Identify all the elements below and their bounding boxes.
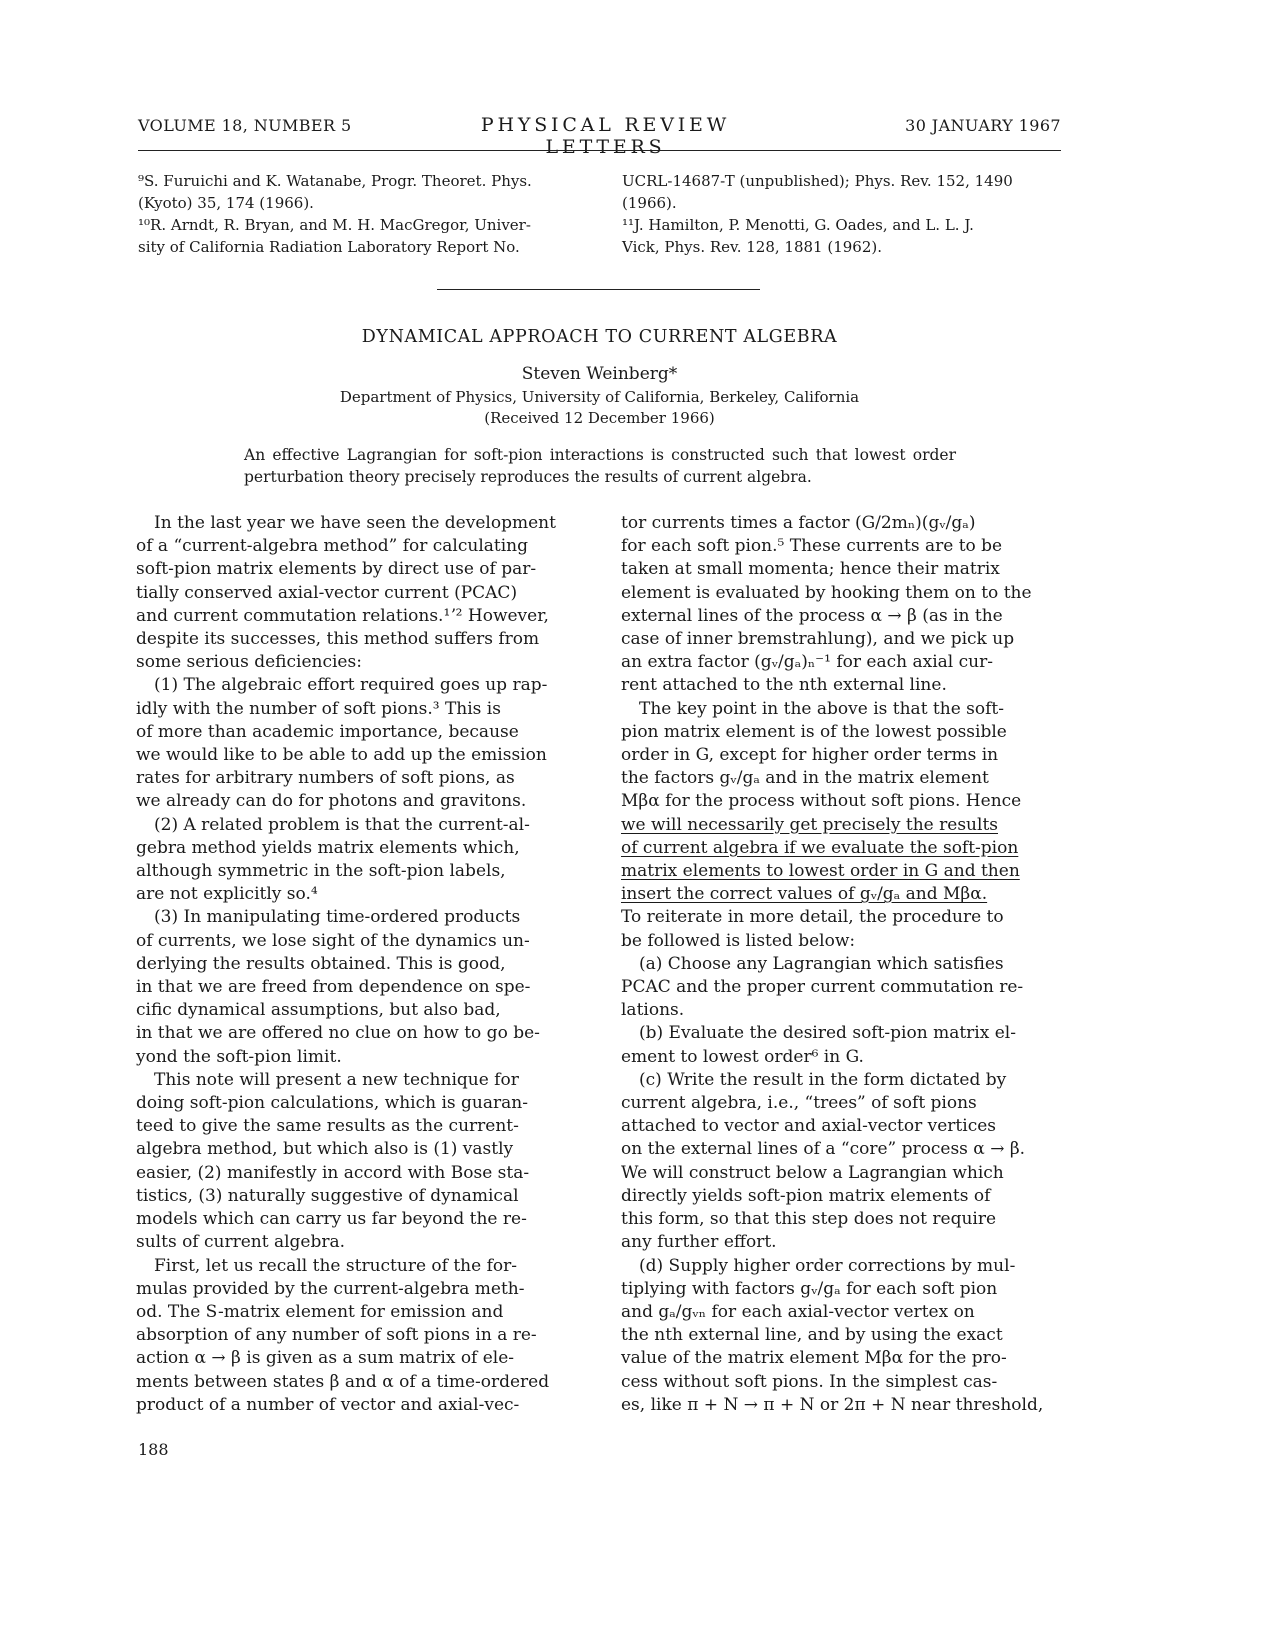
footnote-line: ⁹S. Furuichi and K. Watanabe, Progr. Theoret. Phys. [138,172,532,190]
footnote-line: ¹¹J. Hamilton, P. Menotti, G. Oades, and L. L. J. [622,216,974,234]
text-line: case of inner bremstrahlung), and we pick up [621,629,1015,650]
text-line: (3) In manipulating time-ordered products [154,907,521,928]
footnote-line: (Kyoto) 35, 174 (1966). [138,194,314,212]
text-line: insert the correct values of gᵥ/gₐ and Mβα. [621,884,988,905]
text-line: the factors gᵥ/gₐ and in the matrix element [621,768,989,789]
footnotes-right [622,170,1062,258]
text-line: Mβα for the process without soft pions. Hence [621,791,1022,812]
text-line: es, like π + N → π + N or 2π + N near threshold, [621,1394,1044,1415]
text-line: In the last year we have seen the development [154,513,556,533]
text-line: ement to lowest order⁶ in G. [621,1046,864,1067]
text-line: mulas provided by the current-algebra meth- [136,1278,525,1299]
text-line: derlying the results obtained. This is good, [136,953,506,974]
text-line: tistics, (3) naturally suggestive of dynamical [136,1185,519,1206]
journal-title: PHYSICAL REVIEW LETTERS [480,114,731,158]
text-line: teed to give the same results as the current- [136,1116,519,1137]
text-line: value of the matrix element Mβα for the pro- [621,1348,1007,1369]
text-line: current algebra, i.e., “trees” of soft pions [621,1093,977,1114]
author-affiliation: Department of Physics, University of California, Berkeley, California [339,388,860,406]
footnote-line: ¹⁰R. Arndt, R. Bryan, and M. H. MacGregor, Univer- [138,216,531,234]
text-line: (a) Choose any Lagrangian which satisfies [639,953,1004,974]
text-line: lations. [621,1000,685,1021]
text-line: easier, (2) manifestly in accord with Bose sta- [136,1162,530,1183]
text-line: absorption of any number of soft pions in a re- [136,1325,537,1346]
text-line: in that we are freed from dependence on spe- [136,977,531,998]
article-author: Steven Weinberg* [521,364,678,384]
text-line: element is evaluated by hooking them on to the [621,582,1032,603]
abstract: An effective Lagrangian for soft-pion interactions is constructed such that lowest order perturbation theory precisely reproduces the results of current algebra. [244,446,956,486]
text-line: action α → β is given as a sum matrix of ele- [136,1348,515,1369]
text-line: idly with the number of soft pions.³ This is [136,698,501,719]
running-head [138,114,1061,158]
text-line: directly yields soft-pion matrix elements of [621,1185,991,1206]
text-line: The key point in the above is that the soft- [639,698,1005,719]
article-header [138,324,1061,428]
footnote-line: (1966). [622,194,677,212]
text-line: soft-pion matrix elements by direct use of par- [136,559,537,580]
received-date: (Received 12 December 1966) [484,409,715,427]
text-line: od. The S-matrix element for emission and [136,1301,504,1322]
article-title: DYNAMICAL APPROACH TO CURRENT ALGEBRA [361,327,838,347]
text-line: tor currents times a factor (G/2mₙ)(gᵥ/gₐ) [621,513,976,533]
text-line: we already can do for photons and gravitons. [136,791,527,812]
text-line: for each soft pion.⁵ These currents are to be [621,536,1003,557]
header-rule [138,150,1061,151]
page-number: 188 [138,1440,169,1459]
text-line: taken at small momenta; hence their matrix [621,559,1000,580]
footnote-line: UCRL-14687-T (unpublished); Phys. Rev. 152, 1490 [622,172,1013,190]
text-line: despite its successes, this method suffers from [136,629,540,650]
text-line: attached to vector and axial-vector vertices [621,1116,996,1137]
text-line: This note will present a new technique for [154,1069,519,1090]
text-line: First, let us recall the structure of the for- [154,1255,517,1276]
text-line: sults of current algebra. [136,1232,346,1253]
text-line: ments between states β and α of a time-ordered [136,1371,550,1392]
text-line: (1) The algebraic effort required goes up rap- [154,675,548,696]
title-separator-rule [437,289,760,290]
text-line: of more than academic importance, because [136,721,519,742]
text-line: external lines of the process α → β (as in the [621,605,1003,626]
body-column-right [621,512,1046,1417]
text-line: we will necessarily get precisely the results [621,814,998,835]
text-line: cess without soft pions. In the simplest cas- [621,1371,998,1392]
issue-date: 30 JANUARY 1967 [905,116,1061,135]
text-line: any further effort. [621,1232,777,1253]
text-line: pion matrix element is of the lowest possible [621,721,1007,742]
text-line: (2) A related problem is that the current-al- [154,814,530,835]
text-line: (c) Write the result in the form dictated by [639,1069,1007,1090]
text-line: algebra method, but which also is (1) vastly [136,1139,514,1160]
text-line: order in G, except for higher order terms in [621,745,999,766]
text-line: yond the soft-pion limit. [136,1046,342,1067]
text-line: rent attached to the nth external line. [621,675,947,696]
text-line: we would like to be able to add up the emission [136,745,547,766]
footnote-line: Vick, Phys. Rev. 128, 1881 (1962). [622,238,883,256]
text-line: (b) Evaluate the desired soft-pion matrix el- [639,1023,1016,1044]
footnote-line: sity of California Radiation Laboratory Report No. [138,238,520,256]
text-line: and current commutation relations.¹ʼ² However, [136,605,549,626]
text-line: gebra method yields matrix elements which, [136,837,520,858]
text-line: of a “current-algebra method” for calculating [136,536,528,557]
footnotes-left [138,170,593,258]
text-line: product of a number of vector and axial-vec- [136,1394,520,1415]
text-line: tiplying with factors gᵥ/gₐ for each soft pion [621,1278,998,1299]
volume-number: VOLUME 18, NUMBER 5 [138,116,352,135]
text-line: are not explicitly so.⁴ [136,884,318,905]
text-line: To reiterate in more detail, the procedure to [621,907,1004,928]
text-line: on the external lines of a “core” process α → β. [621,1139,1026,1160]
text-line: doing soft-pion calculations, which is guaran- [136,1093,528,1114]
text-line: rates for arbitrary numbers of soft pions, as [136,768,515,789]
text-line: and gₐ/gᵥₙ for each axial-vector vertex on [621,1301,975,1322]
text-line: PCAC and the proper current commutation re- [621,977,1024,998]
text-line: of current algebra if we evaluate the soft-pion [621,837,1019,858]
text-line: matrix elements to lowest order in G and then [621,861,1020,882]
text-line: this form, so that this step does not require [621,1209,997,1230]
text-line: the nth external line, and by using the exact [621,1325,1003,1346]
text-line: an extra factor (gᵥ/gₐ)ₙ⁻¹ for each axial cur- [621,652,993,673]
text-line: some serious deficiencies: [136,652,362,673]
text-line: in that we are offered no clue on how to go be- [136,1023,540,1044]
body-column-left [136,512,568,1417]
text-line: be followed is listed below: [621,930,856,951]
text-line: tially conserved axial-vector current (PCAC) [136,582,518,603]
text-line: of currents, we lose sight of the dynamics un- [136,930,530,951]
text-line: cific dynamical assumptions, but also bad, [136,1000,501,1021]
text-line: (d) Supply higher order corrections by mul- [639,1255,1016,1276]
text-line: models which can carry us far beyond the re- [136,1209,527,1230]
text-line: although symmetric in the soft-pion labels, [136,861,506,882]
text-line: We will construct below a Lagrangian which [621,1162,1004,1183]
